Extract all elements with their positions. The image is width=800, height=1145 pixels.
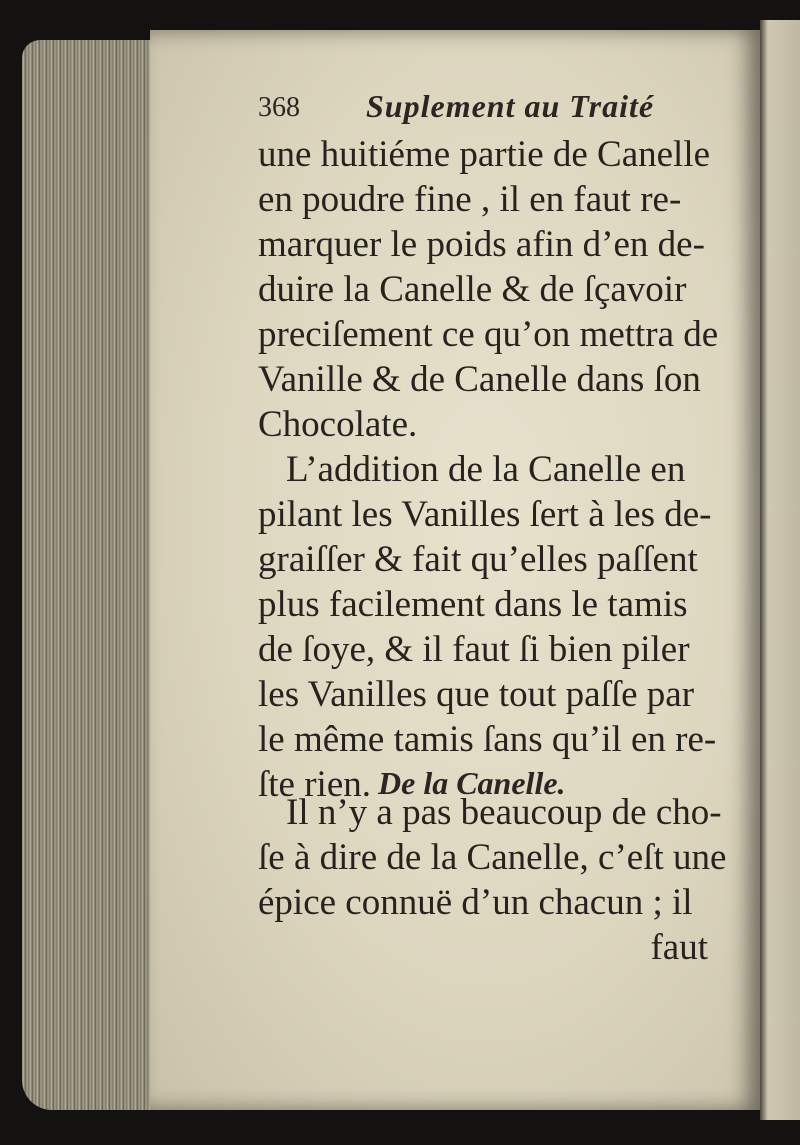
text-line: épice connuë d’un chacun ; il xyxy=(258,882,693,923)
text-line: L’addition de la Canelle en xyxy=(286,449,686,490)
text-line: Il n’y a pas beaucoup de cho- xyxy=(286,792,722,833)
text-line: marquer le poids afin d’en de- xyxy=(258,224,705,265)
text-line: en poudre fine , il en faut re- xyxy=(258,179,682,220)
facing-page-edge xyxy=(760,20,800,1120)
text-line: duire la Canelle & de ſçavoir xyxy=(258,269,687,310)
catchword: faut xyxy=(650,927,708,968)
text-block-bottom xyxy=(258,790,728,970)
text-line: preciſement ce qu’on mettra de xyxy=(258,314,719,355)
page-number: 368 xyxy=(258,92,300,123)
text-line: ſe à dire de la Canelle, c’eſt une xyxy=(258,837,727,878)
text-line: les Vanilles que tout paſſe par xyxy=(258,674,695,715)
section-title: De la Canelle. xyxy=(378,765,566,801)
text-line: graiſſer & fait qu’elles paſſent xyxy=(258,539,698,580)
text-line: de ſoye, & il faut ſi bien piler xyxy=(258,629,690,670)
page-header xyxy=(258,88,728,132)
text-block-top xyxy=(258,132,728,807)
running-title: Suplement au Traité xyxy=(366,88,655,124)
text-line: ſte rien. xyxy=(258,764,372,805)
text-line: pilant les Vanilles ſert à les de- xyxy=(258,494,712,535)
text-line: Vanille & de Canelle dans ſon xyxy=(258,359,701,400)
text-line: une huitiéme partie de Canelle xyxy=(258,134,711,175)
text-line: le même tamis ſans qu’il en re- xyxy=(258,719,717,760)
text-line: Chocolate. xyxy=(258,404,418,445)
text-line: plus facilement dans le tamis xyxy=(258,584,688,625)
